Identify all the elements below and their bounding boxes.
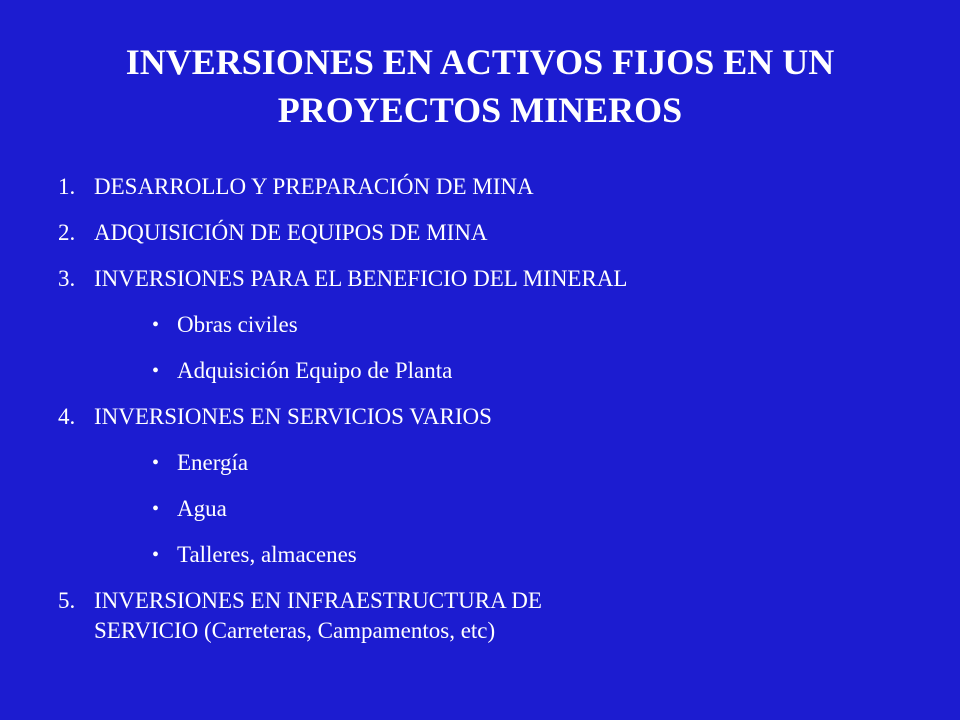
- list-item: [58, 586, 938, 646]
- item-text: INVERSIONES EN INFRAESTRUCTURA DE SERVICIO (Carreteras, Campamentos, etc): [94, 588, 542, 643]
- item-text: INVERSIONES EN SERVICIOS VARIOS: [94, 404, 492, 429]
- bullet-icon: •: [152, 498, 160, 520]
- sub-item-text: Energía: [177, 450, 249, 475]
- item-number: 4.: [58, 404, 76, 429]
- sub-item: [152, 310, 938, 340]
- item-number: 5.: [58, 588, 76, 613]
- item-text: ADQUISICIÓN DE EQUIPOS DE MINA: [94, 220, 488, 245]
- list-item: [58, 402, 938, 432]
- item-number: 1.: [58, 174, 76, 199]
- sub-item-text: Talleres, almacenes: [177, 542, 357, 567]
- sub-item: [152, 494, 938, 524]
- sub-item: [152, 356, 938, 386]
- slide-title: [20, 38, 940, 134]
- investment-list: [58, 172, 938, 662]
- sub-item-text: Adquisición Equipo de Planta: [177, 358, 453, 383]
- title-line-1: INVERSIONES EN ACTIVOS FIJOS EN UN: [125, 42, 835, 82]
- bullet-icon: •: [152, 360, 160, 382]
- sub-item-text: Agua: [177, 496, 227, 521]
- sub-item-text: Obras civiles: [177, 312, 298, 337]
- item-text: INVERSIONES PARA EL BENEFICIO DEL MINERAL: [94, 266, 628, 291]
- bullet-icon: •: [152, 452, 160, 474]
- list-item: [58, 172, 938, 202]
- sub-item: [152, 540, 938, 570]
- list-item: [58, 218, 938, 248]
- bullet-icon: •: [152, 314, 160, 336]
- title-line-2: PROYECTOS MINEROS: [277, 90, 683, 130]
- item-number: 2.: [58, 220, 76, 245]
- item-number: 3.: [58, 266, 76, 291]
- sub-item: [152, 448, 938, 478]
- item-text: DESARROLLO Y PREPARACIÓN DE MINA: [94, 174, 534, 199]
- bullet-icon: •: [152, 544, 160, 566]
- list-item: [58, 264, 938, 294]
